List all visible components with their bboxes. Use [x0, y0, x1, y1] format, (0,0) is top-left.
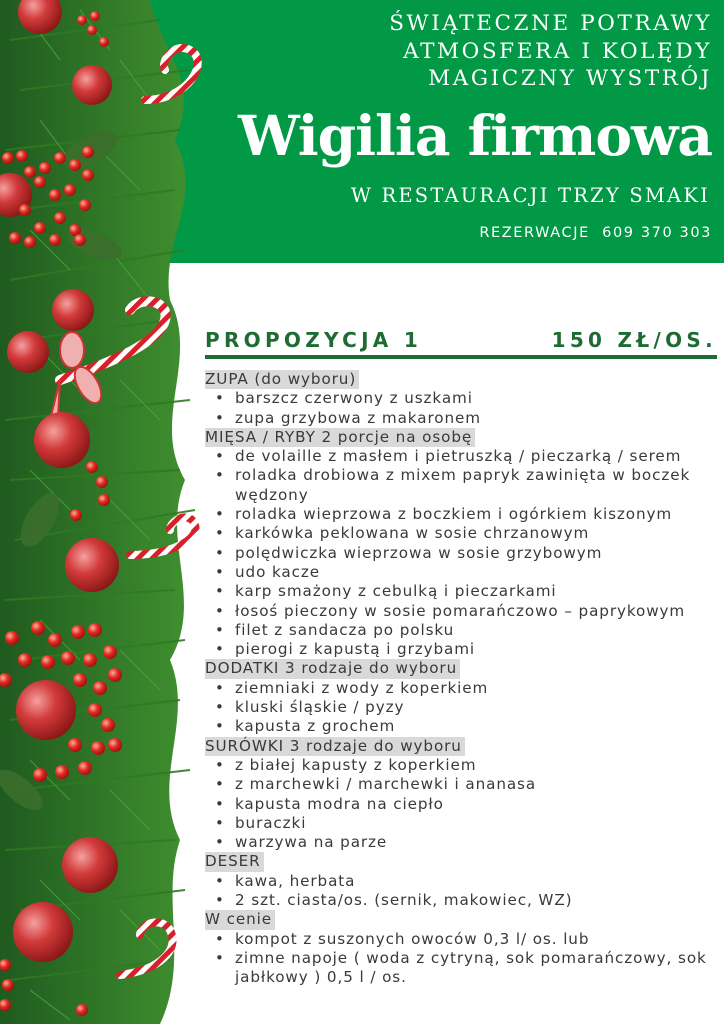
item-list [205, 447, 717, 659]
bullet-icon: • [215, 871, 225, 890]
section-meat-fish [205, 428, 717, 660]
list-item: • buraczki [215, 813, 307, 832]
list-item: • polędwiczka wieprzowa w sosie grzybowym [215, 543, 603, 562]
list-item: • kompot z suszonych owoców 0,3 l/ os. lub [215, 929, 590, 948]
list-item: • 2 szt. ciasta/os. (sernik, makowiec, WZ) [215, 891, 573, 910]
menu-card [205, 328, 717, 988]
section-salads [205, 737, 717, 853]
bullet-icon: • [215, 447, 225, 466]
list-item: • kawa, herbata [215, 871, 356, 890]
bullet-icon: • [215, 717, 225, 736]
section-title: SURÓWKI 3 rodzaje do wyboru [205, 737, 465, 756]
bullet-icon: • [215, 601, 225, 620]
bullet-icon: • [215, 833, 225, 852]
list-item: • kluski śląskie / pyzy [215, 698, 405, 717]
reservation-info [479, 225, 712, 241]
bullet-icon: • [215, 466, 225, 485]
list-item: • roladka drobiowa z mixem papryk zawinięta w boczek wędzony [215, 466, 691, 504]
tagline-line-2: ATMOSFERA I KOLĘDY [403, 38, 712, 64]
bullet-icon: • [215, 524, 225, 543]
list-item: • karp smażony z cebulką i pieczarkami [215, 582, 557, 601]
price-per-person: 150 ZŁ/OS. [551, 328, 717, 352]
bullet-icon: • [215, 891, 225, 910]
list-item: • de volaille z masłem i pietruszką / pieczarką / serem [215, 447, 682, 466]
section-included [205, 910, 717, 987]
list-item: • udo kacze [215, 562, 320, 581]
item-list [205, 389, 717, 428]
item-list [205, 679, 717, 737]
reservation-phone: 609 370 303 [602, 225, 712, 241]
bullet-icon: • [215, 929, 225, 948]
section-sides [205, 659, 717, 736]
bullet-icon: • [215, 562, 225, 581]
bullet-icon: • [215, 755, 225, 774]
bullet-icon: • [215, 389, 225, 408]
bullet-icon: • [215, 698, 225, 717]
tagline-line-3: MAGICZNY WYSTRÓJ [428, 66, 712, 91]
list-item: • z marchewki / marchewki i ananasa [215, 775, 537, 794]
section-dessert [205, 852, 717, 910]
section-title: DODATKI 3 rodzaje do wyboru [205, 659, 460, 678]
tagline [232, 10, 712, 93]
list-item: • pierogi z kapustą i grzybami [215, 640, 476, 659]
christmas-garland-icon [0, 0, 215, 1024]
bullet-icon: • [215, 678, 225, 697]
section-title: MIĘSA / RYBY 2 porcje na osobę [205, 428, 475, 447]
bullet-icon: • [215, 408, 225, 427]
section-soup [205, 370, 717, 428]
list-item: • zupa grzybowa z makaronem [215, 408, 481, 427]
bullet-icon: • [215, 620, 225, 639]
list-item: • z białej kapusty z koperkiem [215, 755, 477, 774]
item-list [205, 756, 717, 852]
list-item: • barszcz czerwony z uszkami [215, 389, 473, 408]
section-title: DESER [205, 852, 264, 871]
tagline-line-1: ŚWIĄTECZNE POTRAWY [389, 11, 712, 36]
section-title: ZUPA (do wyboru) [205, 370, 359, 389]
bullet-icon: • [215, 813, 225, 832]
bullet-icon: • [215, 948, 225, 967]
menu-header [205, 328, 717, 359]
list-item: • kapusta modra na ciepło [215, 794, 444, 813]
bullet-icon: • [215, 505, 225, 524]
bullet-icon: • [215, 582, 225, 601]
page-title: Wigilia firmowa [237, 103, 712, 168]
list-item: • ziemniaki z wody z koperkiem [215, 678, 489, 697]
bullet-icon: • [215, 543, 225, 562]
list-item: • warzywa na parze [215, 833, 388, 852]
list-item: • kapusta z grochem [215, 717, 396, 736]
bullet-icon: • [215, 775, 225, 794]
list-item: • łosoś pieczony w sosie pomarańczowo – paprykowym [215, 601, 686, 620]
item-list [205, 930, 717, 988]
venue-name: W RESTAURACJI TRZY SMAKI [350, 184, 710, 207]
proposal-title: PROPOZYCJA 1 [205, 328, 423, 352]
list-item: • karkówka peklowana w sosie chrzanowym [215, 524, 590, 543]
list-item: • roladka wieprzowa z boczkiem i ogórkiem kiszonym [215, 505, 673, 524]
section-title: W cenie [205, 910, 275, 929]
list-item: • filet z sandacza po polsku [215, 620, 455, 639]
item-list [205, 872, 717, 911]
menu-sections [205, 370, 717, 988]
reservation-label: REZERWACJE [479, 225, 590, 241]
list-item: • zimne napoje ( woda z cytryną, sok pomarańczowy, sok jabłkowy ) 0,5 l / os. [215, 948, 707, 987]
bullet-icon: • [215, 794, 225, 813]
bullet-icon: • [215, 640, 225, 659]
